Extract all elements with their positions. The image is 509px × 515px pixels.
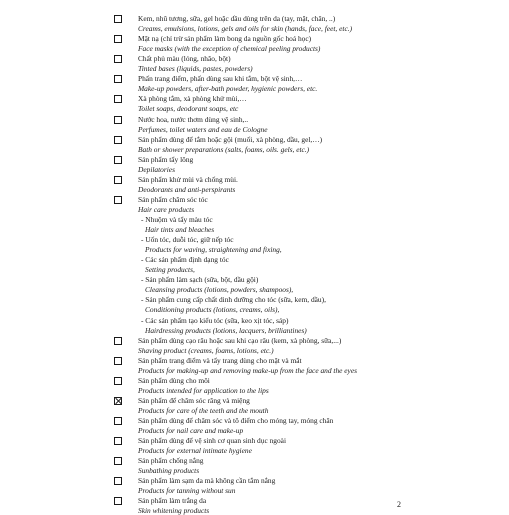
item-label-vietnamese: Sản phẩm dùng cạo râu hoặc sau khi cạo râu (kem, xà phòng, sữa,...) <box>138 335 342 345</box>
item-label-vietnamese: - Các sản phẩm tạo kiểu tóc (sữa, keo xịt tóc, sáp) <box>141 315 289 325</box>
item-label-english: Hair care products <box>138 204 195 214</box>
page-number: 2 <box>397 500 401 509</box>
item-label-english: Conditioning products (lotions, creams, oils), <box>145 305 280 315</box>
item-label-english: Hair tints and bleaches <box>145 225 215 235</box>
checkbox[interactable] <box>114 417 122 425</box>
item-label-vietnamese: Sản phẩm tẩy lông <box>138 154 194 164</box>
item-label-english: Toilet soaps, deodorant soaps, etc <box>138 104 239 114</box>
item-label-vietnamese: Kem, nhũ tương, sữa, gel hoặc dầu dùng trên da (tay, mặt, chân, ..) <box>138 14 336 23</box>
checkbox[interactable] <box>114 196 122 204</box>
checkbox[interactable] <box>114 35 122 43</box>
item-label-english: Products for care of the teeth and the mouth <box>138 405 269 415</box>
item-label-vietnamese: - Sản phẩm cung cấp chất dinh dưỡng cho tóc (sữa, kem, dầu), <box>141 295 326 305</box>
checkbox[interactable] <box>114 75 122 83</box>
checkbox[interactable] <box>114 136 122 144</box>
checkbox[interactable] <box>114 377 122 385</box>
item-label-english: Cleansing products (lotions, powders, shampoos), <box>145 285 294 295</box>
item-label-vietnamese: Nước hoa, nước thơm dùng vệ sinh,.. <box>138 114 249 124</box>
item-label-english: Products for external intimate hygiene <box>138 446 252 456</box>
checkbox[interactable] <box>114 477 122 485</box>
item-label-vietnamese: - Nhuộm và tẩy màu tóc <box>141 215 213 224</box>
item-label-english: Make-up powders, after-bath powder, hygienic powders, etc. <box>138 84 318 94</box>
item-label-vietnamese: Sản phẩm làm trắng da <box>138 496 207 506</box>
item-label-vietnamese: Sản phẩm làm sạm da mà không cần tắm nắng <box>138 476 276 486</box>
checkbox[interactable] <box>114 357 122 365</box>
item-label-vietnamese: Mặt nạ (chỉ trừ sản phẩm làm bong da nguồn gốc hoá học) <box>138 34 312 44</box>
item-label-vietnamese: Sản phẩm trang điểm và tẩy trang dùng cho mặt và mắt <box>138 355 302 365</box>
item-label-english: Skin whitening products <box>138 506 210 515</box>
item-label-vietnamese: Sản phẩm chăm sóc tóc <box>138 194 208 204</box>
item-label-english: Hairdressing products (lotions, lacquers, brilliantines) <box>145 325 307 335</box>
item-label-english: Face masks (with the exception of chemical peeling products) <box>138 44 321 54</box>
checkbox[interactable] <box>114 176 122 184</box>
item-label-english: Products for waving, straightening and fixing, <box>145 245 282 255</box>
item-label-english: Perfumes, toilet waters and eau de Cologne <box>138 124 268 134</box>
item-label-vietnamese: Sản phẩm để chăm sóc răng và miệng <box>138 395 250 405</box>
item-label-vietnamese: Sản phẩm khử mùi và chống mùi. <box>138 174 238 184</box>
item-label-english: Products for making-up and removing make-up from the face and the eyes <box>138 365 357 375</box>
item-label-english: Sunbathing products <box>138 466 200 476</box>
item-label-english: Deodorants and anti-perspirants <box>138 184 236 194</box>
item-label-english: Bath or shower preparations (salts, foams, oils. gels, etc.) <box>138 144 310 154</box>
item-label-vietnamese: - Uốn tóc, duỗi tóc, giữ nếp tóc <box>141 235 234 245</box>
checkbox[interactable] <box>114 457 122 465</box>
item-label-vietnamese: - Các sản phẩm định dạng tóc <box>141 255 229 265</box>
checkbox[interactable] <box>114 156 122 164</box>
checkbox[interactable] <box>114 116 122 124</box>
item-label-vietnamese: Sản phẩm dùng để tắm hoặc gội (muối, xà phòng, dầu, gel,…) <box>138 134 323 144</box>
item-label-vietnamese: Chất phủ màu (lỏng, nhão, bột) <box>138 54 231 64</box>
checkbox[interactable] <box>114 497 122 505</box>
item-label-english: Tinted bases (liquids, pastes, powders) <box>138 64 253 74</box>
item-label-vietnamese: Sản phẩm dùng cho môi <box>138 375 210 385</box>
item-label-english: Depilatories <box>138 164 175 174</box>
checked-checkbox[interactable] <box>114 397 122 405</box>
checkbox[interactable] <box>114 95 122 103</box>
item-label-english: Setting products, <box>145 265 195 275</box>
item-label-english: Creams, emulsions, lotions, gels and oils for skin (hands, face, feet, etc.) <box>138 24 353 34</box>
item-label-vietnamese: Sản phẩm dùng để vệ sinh cơ quan sinh dục ngoài <box>138 436 287 446</box>
checkbox[interactable] <box>114 437 122 445</box>
item-label-vietnamese: Xà phòng tắm, xà phòng khử mùi,… <box>138 94 247 104</box>
item-label-vietnamese: Sản phẩm chống nắng <box>138 456 204 466</box>
item-label-english: Products for tanning without sun <box>138 486 236 496</box>
item-label-vietnamese: - Sản phẩm làm sạch (sữa, bột, dầu gội) <box>141 275 259 285</box>
item-label-english: Products intended for application to the lips <box>138 385 269 395</box>
checkbox[interactable] <box>114 337 122 345</box>
item-label-vietnamese: Phấn trang điểm, phấn dùng sau khi tắm, bột vệ sinh,… <box>138 74 303 84</box>
item-label-english: Shaving product (creams, foams, lotions, etc.) <box>138 345 274 355</box>
checkbox[interactable] <box>114 55 122 63</box>
item-label-vietnamese: Sản phẩm dùng để chăm sóc và tô điểm cho móng tay, móng chân <box>138 416 334 425</box>
checkbox[interactable] <box>114 15 122 23</box>
item-label-english: Products for nail care and make-up <box>138 426 244 436</box>
